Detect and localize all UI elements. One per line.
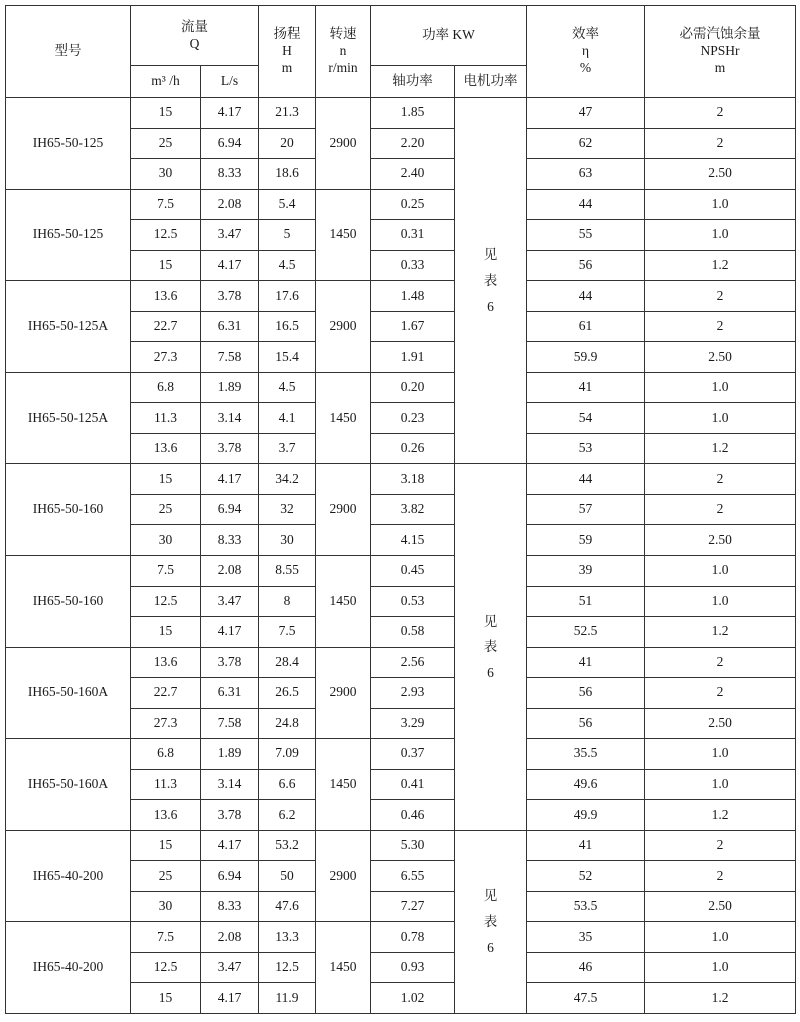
head-cell: 6.6 bbox=[259, 769, 316, 800]
efficiency-cell: 56 bbox=[527, 678, 645, 709]
npsh-cell: 2 bbox=[645, 647, 796, 678]
shaft-power-cell: 1.48 bbox=[371, 281, 455, 312]
flow-ls-cell: 4.17 bbox=[201, 983, 259, 1014]
efficiency-cell: 55 bbox=[527, 220, 645, 251]
head-cell: 16.5 bbox=[259, 311, 316, 342]
npsh-cell: 1.2 bbox=[645, 800, 796, 831]
shaft-power-cell: 0.33 bbox=[371, 250, 455, 281]
motor-power-cell bbox=[455, 98, 527, 464]
flow-ls-cell: 6.31 bbox=[201, 311, 259, 342]
flow-ls-cell: 3.47 bbox=[201, 220, 259, 251]
npsh-cell: 2 bbox=[645, 464, 796, 495]
shaft-power-cell: 0.25 bbox=[371, 189, 455, 220]
table-row bbox=[6, 281, 796, 312]
npsh-cell: 1.0 bbox=[645, 769, 796, 800]
head-cell: 8.55 bbox=[259, 555, 316, 586]
flow-m3h-cell: 15 bbox=[131, 464, 201, 495]
npsh-cell: 2.50 bbox=[645, 525, 796, 556]
table-row bbox=[6, 555, 796, 586]
flow-m3h-cell: 7.5 bbox=[131, 189, 201, 220]
efficiency-cell: 44 bbox=[527, 281, 645, 312]
flow-m3h-cell: 30 bbox=[131, 525, 201, 556]
npsh-cell: 2 bbox=[645, 281, 796, 312]
npsh-cell: 2 bbox=[645, 311, 796, 342]
efficiency-cell: 49.6 bbox=[527, 769, 645, 800]
flow-m3h-cell: 15 bbox=[131, 983, 201, 1014]
shaft-power-cell: 0.58 bbox=[371, 617, 455, 648]
speed-cell: 2900 bbox=[316, 281, 371, 373]
header-power: 功率 KW bbox=[371, 6, 527, 66]
efficiency-cell: 41 bbox=[527, 830, 645, 861]
header-motor-power: 电机功率 bbox=[455, 66, 527, 98]
efficiency-cell: 57 bbox=[527, 494, 645, 525]
efficiency-cell: 61 bbox=[527, 311, 645, 342]
flow-m3h-cell: 13.6 bbox=[131, 281, 201, 312]
flow-ls-cell: 4.17 bbox=[201, 617, 259, 648]
table-row bbox=[6, 922, 796, 953]
flow-m3h-cell: 12.5 bbox=[131, 586, 201, 617]
efficiency-cell: 59.9 bbox=[527, 342, 645, 373]
shaft-power-cell: 3.29 bbox=[371, 708, 455, 739]
shaft-power-cell: 0.37 bbox=[371, 739, 455, 770]
shaft-power-cell: 2.40 bbox=[371, 159, 455, 190]
flow-m3h-cell: 30 bbox=[131, 159, 201, 190]
shaft-power-cell: 0.23 bbox=[371, 403, 455, 434]
flow-ls-cell: 1.89 bbox=[201, 739, 259, 770]
head-cell: 18.6 bbox=[259, 159, 316, 190]
flow-ls-cell: 6.94 bbox=[201, 128, 259, 159]
flow-m3h-cell: 22.7 bbox=[131, 311, 201, 342]
flow-ls-cell: 3.14 bbox=[201, 403, 259, 434]
flow-ls-cell: 3.14 bbox=[201, 769, 259, 800]
shaft-power-cell: 0.20 bbox=[371, 372, 455, 403]
motor-note-char: 表 bbox=[483, 639, 498, 655]
model-cell: IH65-40-200 bbox=[6, 922, 131, 1014]
head-cell: 3.7 bbox=[259, 433, 316, 464]
model-cell: IH65-40-200 bbox=[6, 830, 131, 922]
flow-m3h-cell: 27.3 bbox=[131, 708, 201, 739]
speed-cell: 1450 bbox=[316, 189, 371, 281]
speed-cell: 1450 bbox=[316, 739, 371, 831]
shaft-power-cell: 0.26 bbox=[371, 433, 455, 464]
efficiency-cell: 47 bbox=[527, 98, 645, 129]
efficiency-cell: 44 bbox=[527, 464, 645, 495]
efficiency-cell: 56 bbox=[527, 250, 645, 281]
npsh-cell: 1.0 bbox=[645, 739, 796, 770]
motor-note-char: 见 bbox=[483, 247, 498, 263]
flow-ls-cell: 4.17 bbox=[201, 250, 259, 281]
shaft-power-cell: 0.93 bbox=[371, 952, 455, 983]
motor-note-char: 见 bbox=[483, 888, 498, 904]
table-row bbox=[6, 464, 796, 495]
motor-power-note bbox=[484, 883, 498, 960]
motor-power-note bbox=[484, 609, 498, 686]
npsh-cell: 1.0 bbox=[645, 586, 796, 617]
shaft-power-cell: 4.15 bbox=[371, 525, 455, 556]
header-row-1 bbox=[6, 6, 796, 66]
flow-m3h-cell: 15 bbox=[131, 830, 201, 861]
efficiency-cell: 47.5 bbox=[527, 983, 645, 1014]
efficiency-cell: 63 bbox=[527, 159, 645, 190]
table-row bbox=[6, 830, 796, 861]
flow-m3h-cell: 12.5 bbox=[131, 220, 201, 251]
flow-m3h-cell: 15 bbox=[131, 98, 201, 129]
flow-m3h-cell: 6.8 bbox=[131, 372, 201, 403]
flow-m3h-cell: 25 bbox=[131, 861, 201, 892]
flow-ls-cell: 7.58 bbox=[201, 708, 259, 739]
model-cell: IH65-50-125A bbox=[6, 281, 131, 373]
speed-cell: 2900 bbox=[316, 98, 371, 190]
speed-cell: 1450 bbox=[316, 922, 371, 1014]
shaft-power-cell: 5.30 bbox=[371, 830, 455, 861]
flow-m3h-cell: 13.6 bbox=[131, 433, 201, 464]
npsh-cell: 1.2 bbox=[645, 983, 796, 1014]
npsh-cell: 1.2 bbox=[645, 617, 796, 648]
head-cell: 24.8 bbox=[259, 708, 316, 739]
shaft-power-cell: 3.82 bbox=[371, 494, 455, 525]
flow-m3h-cell: 15 bbox=[131, 250, 201, 281]
efficiency-cell: 59 bbox=[527, 525, 645, 556]
flow-m3h-cell: 25 bbox=[131, 128, 201, 159]
speed-cell: 2900 bbox=[316, 830, 371, 922]
head-cell: 11.9 bbox=[259, 983, 316, 1014]
motor-note-char: 见 bbox=[483, 613, 498, 629]
head-cell: 47.6 bbox=[259, 891, 316, 922]
table-body bbox=[6, 98, 796, 1014]
npsh-cell: 1.0 bbox=[645, 952, 796, 983]
motor-note-char: 表 bbox=[483, 914, 498, 930]
flow-ls-cell: 2.08 bbox=[201, 189, 259, 220]
head-cell: 21.3 bbox=[259, 98, 316, 129]
npsh-cell: 2 bbox=[645, 98, 796, 129]
head-cell: 4.5 bbox=[259, 372, 316, 403]
head-cell: 50 bbox=[259, 861, 316, 892]
flow-m3h-cell: 22.7 bbox=[131, 678, 201, 709]
shaft-power-cell: 1.85 bbox=[371, 98, 455, 129]
efficiency-cell: 62 bbox=[527, 128, 645, 159]
flow-ls-cell: 4.17 bbox=[201, 98, 259, 129]
head-cell: 7.09 bbox=[259, 739, 316, 770]
motor-power-cell bbox=[455, 464, 527, 830]
head-cell: 30 bbox=[259, 525, 316, 556]
shaft-power-cell: 2.20 bbox=[371, 128, 455, 159]
flow-ls-cell: 3.78 bbox=[201, 800, 259, 831]
model-cell: IH65-50-125 bbox=[6, 98, 131, 190]
flow-m3h-cell: 12.5 bbox=[131, 952, 201, 983]
flow-m3h-cell: 7.5 bbox=[131, 555, 201, 586]
flow-ls-cell: 1.89 bbox=[201, 372, 259, 403]
head-cell: 28.4 bbox=[259, 647, 316, 678]
flow-m3h-cell: 30 bbox=[131, 891, 201, 922]
table-row bbox=[6, 647, 796, 678]
flow-ls-cell: 7.58 bbox=[201, 342, 259, 373]
speed-cell: 1450 bbox=[316, 372, 371, 464]
head-cell: 8 bbox=[259, 586, 316, 617]
table-row bbox=[6, 189, 796, 220]
motor-note-char: 6 bbox=[487, 664, 494, 680]
motor-note-char: 6 bbox=[487, 939, 494, 955]
flow-m3h-cell: 11.3 bbox=[131, 403, 201, 434]
flow-ls-cell: 2.08 bbox=[201, 555, 259, 586]
efficiency-cell: 41 bbox=[527, 647, 645, 678]
motor-note-char: 6 bbox=[487, 298, 494, 314]
efficiency-cell: 41 bbox=[527, 372, 645, 403]
model-cell: IH65-50-160A bbox=[6, 739, 131, 831]
flow-ls-cell: 3.47 bbox=[201, 586, 259, 617]
shaft-power-cell: 0.46 bbox=[371, 800, 455, 831]
efficiency-cell: 53.5 bbox=[527, 891, 645, 922]
efficiency-cell: 35.5 bbox=[527, 739, 645, 770]
motor-power-note bbox=[484, 242, 498, 319]
motor-power-cell bbox=[455, 830, 527, 1013]
npsh-cell: 1.2 bbox=[645, 250, 796, 281]
head-cell: 4.1 bbox=[259, 403, 316, 434]
model-cell: IH65-50-125 bbox=[6, 189, 131, 281]
shaft-power-cell: 3.18 bbox=[371, 464, 455, 495]
npsh-cell: 1.0 bbox=[645, 189, 796, 220]
head-cell: 6.2 bbox=[259, 800, 316, 831]
head-cell: 26.5 bbox=[259, 678, 316, 709]
npsh-cell: 2.50 bbox=[645, 159, 796, 190]
efficiency-cell: 46 bbox=[527, 952, 645, 983]
efficiency-cell: 49.9 bbox=[527, 800, 645, 831]
shaft-power-cell: 1.91 bbox=[371, 342, 455, 373]
npsh-cell: 2 bbox=[645, 128, 796, 159]
shaft-power-cell: 0.78 bbox=[371, 922, 455, 953]
speed-cell: 2900 bbox=[316, 464, 371, 556]
shaft-power-cell: 2.93 bbox=[371, 678, 455, 709]
npsh-cell: 2 bbox=[645, 861, 796, 892]
shaft-power-cell: 0.45 bbox=[371, 555, 455, 586]
flow-ls-cell: 3.78 bbox=[201, 433, 259, 464]
efficiency-cell: 35 bbox=[527, 922, 645, 953]
flow-m3h-cell: 15 bbox=[131, 617, 201, 648]
header-model: 型号 bbox=[6, 6, 131, 98]
table-row bbox=[6, 98, 796, 129]
head-cell: 13.3 bbox=[259, 922, 316, 953]
npsh-cell: 2 bbox=[645, 678, 796, 709]
flow-ls-cell: 3.78 bbox=[201, 281, 259, 312]
head-cell: 53.2 bbox=[259, 830, 316, 861]
header-npsh: 必需汽蚀余量 NPSHr m bbox=[645, 6, 796, 98]
flow-m3h-cell: 27.3 bbox=[131, 342, 201, 373]
shaft-power-cell: 0.53 bbox=[371, 586, 455, 617]
head-cell: 4.5 bbox=[259, 250, 316, 281]
flow-m3h-cell: 7.5 bbox=[131, 922, 201, 953]
efficiency-cell: 52 bbox=[527, 861, 645, 892]
head-cell: 15.4 bbox=[259, 342, 316, 373]
npsh-cell: 2 bbox=[645, 830, 796, 861]
npsh-cell: 1.0 bbox=[645, 403, 796, 434]
model-cell: IH65-50-160 bbox=[6, 464, 131, 556]
flow-ls-cell: 2.08 bbox=[201, 922, 259, 953]
speed-cell: 2900 bbox=[316, 647, 371, 739]
flow-ls-cell: 6.94 bbox=[201, 494, 259, 525]
npsh-cell: 2.50 bbox=[645, 708, 796, 739]
shaft-power-cell: 0.31 bbox=[371, 220, 455, 251]
npsh-cell: 2.50 bbox=[645, 342, 796, 373]
shaft-power-cell: 2.56 bbox=[371, 647, 455, 678]
flow-ls-cell: 8.33 bbox=[201, 891, 259, 922]
header-shaft-power: 轴功率 bbox=[371, 66, 455, 98]
npsh-cell: 1.0 bbox=[645, 372, 796, 403]
head-cell: 5 bbox=[259, 220, 316, 251]
head-cell: 7.5 bbox=[259, 617, 316, 648]
model-cell: IH65-50-160 bbox=[6, 555, 131, 647]
flow-ls-cell: 3.78 bbox=[201, 647, 259, 678]
npsh-cell: 2 bbox=[645, 494, 796, 525]
head-cell: 20 bbox=[259, 128, 316, 159]
head-cell: 34.2 bbox=[259, 464, 316, 495]
pump-performance-table bbox=[5, 5, 796, 1014]
flow-m3h-cell: 25 bbox=[131, 494, 201, 525]
motor-note-char: 表 bbox=[483, 272, 498, 288]
header-efficiency: 效率 η % bbox=[527, 6, 645, 98]
head-cell: 32 bbox=[259, 494, 316, 525]
header-flow-m3h: m³ /h bbox=[131, 66, 201, 98]
flow-m3h-cell: 6.8 bbox=[131, 739, 201, 770]
head-cell: 17.6 bbox=[259, 281, 316, 312]
efficiency-cell: 39 bbox=[527, 555, 645, 586]
shaft-power-cell: 6.55 bbox=[371, 861, 455, 892]
table-row bbox=[6, 739, 796, 770]
shaft-power-cell: 1.02 bbox=[371, 983, 455, 1014]
npsh-cell: 1.0 bbox=[645, 922, 796, 953]
header-speed: 转速 n r/min bbox=[316, 6, 371, 98]
shaft-power-cell: 1.67 bbox=[371, 311, 455, 342]
efficiency-cell: 44 bbox=[527, 189, 645, 220]
speed-cell: 1450 bbox=[316, 555, 371, 647]
flow-ls-cell: 6.94 bbox=[201, 861, 259, 892]
model-cell: IH65-50-125A bbox=[6, 372, 131, 464]
head-cell: 5.4 bbox=[259, 189, 316, 220]
efficiency-cell: 53 bbox=[527, 433, 645, 464]
npsh-cell: 1.0 bbox=[645, 555, 796, 586]
shaft-power-cell: 0.41 bbox=[371, 769, 455, 800]
flow-ls-cell: 4.17 bbox=[201, 830, 259, 861]
efficiency-cell: 51 bbox=[527, 586, 645, 617]
efficiency-cell: 56 bbox=[527, 708, 645, 739]
head-cell: 12.5 bbox=[259, 952, 316, 983]
header-head: 扬程 H m bbox=[259, 6, 316, 98]
model-cell: IH65-50-160A bbox=[6, 647, 131, 739]
flow-ls-cell: 3.47 bbox=[201, 952, 259, 983]
flow-m3h-cell: 11.3 bbox=[131, 769, 201, 800]
efficiency-cell: 52.5 bbox=[527, 617, 645, 648]
npsh-cell: 1.2 bbox=[645, 433, 796, 464]
table-row bbox=[6, 372, 796, 403]
flow-m3h-cell: 13.6 bbox=[131, 647, 201, 678]
efficiency-cell: 54 bbox=[527, 403, 645, 434]
npsh-cell: 2.50 bbox=[645, 891, 796, 922]
flow-ls-cell: 8.33 bbox=[201, 159, 259, 190]
header-flow-ls: L/s bbox=[201, 66, 259, 98]
flow-m3h-cell: 13.6 bbox=[131, 800, 201, 831]
shaft-power-cell: 7.27 bbox=[371, 891, 455, 922]
flow-ls-cell: 8.33 bbox=[201, 525, 259, 556]
flow-ls-cell: 4.17 bbox=[201, 464, 259, 495]
npsh-cell: 1.0 bbox=[645, 220, 796, 251]
header-flow: 流量 Q bbox=[131, 6, 259, 66]
flow-ls-cell: 6.31 bbox=[201, 678, 259, 709]
